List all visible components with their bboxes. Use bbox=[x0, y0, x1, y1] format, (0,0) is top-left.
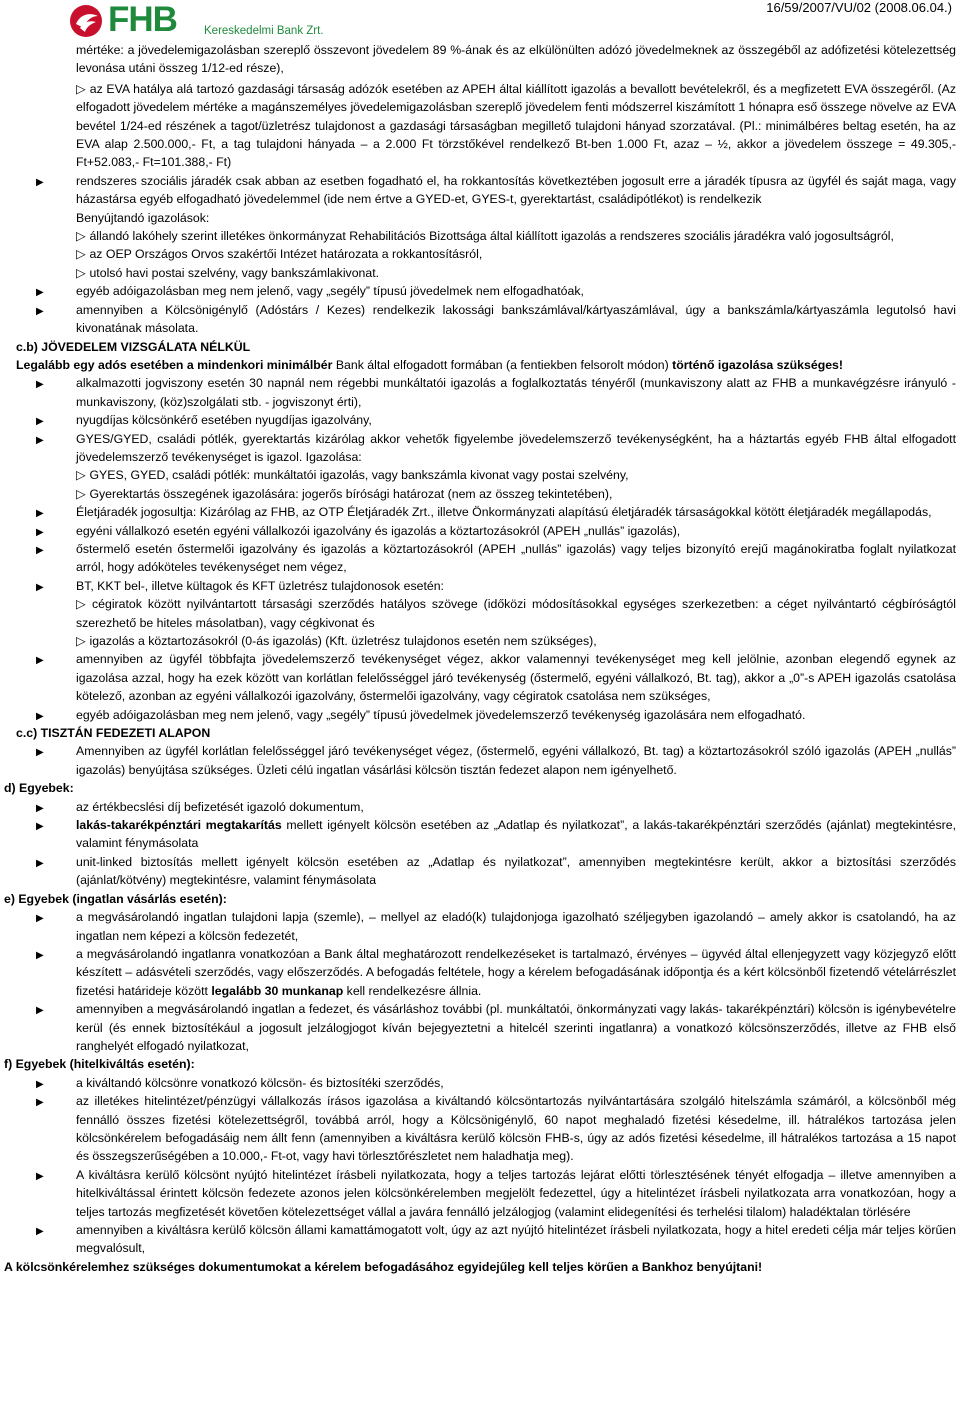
list-item: ▶ A kiváltásra kerülő kölcsönt nyújtó hitelintézet írásbeli nyilatkozata, hogy a teljes tartozás lejárat előtti törlesztésének tényét elfogadja – illetve amennyiben a hitelkiváltással érintett kölcsön fedezete azonos jelen kölcsönkérelemben megjelölt fedezettel, úgy a hitelintézet írásbeli nyilatkozata arra vonatkozóan, hogy a teljes tartozás megfizetését követően kötelezettséget vállal a javára fennálló jelzálogjog (valamint elidegenítési és terhelési tilalom) haladéktalan törlésére bbox=[36, 1167, 956, 1219]
triangle-bullet-icon: ▷ bbox=[76, 468, 86, 483]
section-heading: f) Egyebek (hitelkiváltás esetén): bbox=[4, 1057, 195, 1072]
bullet-icon: ▶ bbox=[36, 379, 44, 391]
bullet-icon: ▶ bbox=[36, 416, 44, 428]
paragraph: Benyújtandó igazolások: bbox=[76, 210, 210, 225]
list-item: ▶ amennyiben a kiváltásra kerülő kölcsön állami kamattámogatott volt, úgy az azt nyújtó hitelintézet írásbeli nyilatkozata, hogy a hitel eredeti célja már teljes körűen megvalósult, bbox=[36, 1223, 956, 1256]
bullet-icon: ▶ bbox=[36, 949, 44, 961]
bullet-icon: ▶ bbox=[36, 1078, 44, 1090]
sub-item: ▷ állandó lakóhely szerint illetékes önkormányzat Rehabilitációs Bizottsága által kiállított igazolás a rendszeres szociális járadékra való jogosultságról, bbox=[76, 229, 894, 244]
bullet-icon: ▶ bbox=[36, 710, 44, 722]
bullet-icon: ▶ bbox=[36, 857, 44, 869]
paragraph: mértéke: a jövedelemigazolásban szereplő összevont jövedelem 89 %-ának és az elkülönülten adózó jövedelmeknek az összegéből az adófizetési kötelezettség levonása utáni összeg 1/12-ed része), bbox=[76, 43, 956, 76]
bullet-icon: ▶ bbox=[36, 1005, 44, 1017]
logo-text: FHB bbox=[108, 0, 177, 39]
sub-item: ▷ az EVA hatálya alá tartozó gazdasági társaság adózók esetében az APEH által kiállított igazolás a bevallott bevételekről, és a megfizetett EVA összegéről. (Az elfogadott jövedelem mértéke a magánszemélyes jövedelemigazolásban szereplő jövedelem fenti módszerrel kiszámított 1 hónapra eső összege növelve az EVA bevétel 1/24-ed részének a tagot/üzletrész tulajdonost a gazdasági társaságban megillető tulajdoni hányad szorzatával. (Pl.: minimálbéres beltag esetén, ha az EVA alap 2.500.000,- Ft, a tag tulajdoni hányada – a 2.000 Ft törzstőkével rendelkező Bt-ben 1.000 Ft, azaz – ½, akkor a jövedelem összege = 49.305,- Ft+52.083,- Ft=101.388,- Ft) bbox=[76, 81, 956, 170]
list-item: ▶ amennyiben a megvásárolandó ingatlan a fedezet, és vásárláshoz további (pl. munkáltatói, önkormányzati vagy lakás- takarékpénztári) kölcsön is igénybevételre kerül (és ennek biztosítékául a jogosult jelzálogjogot kíván bejegyeztetni a hitelcél szerinti ingatlanra) a vonatkozó kölcsönszerződés, illetve az FHB első ranghelyét elfogadó nyilatkozat, bbox=[36, 1002, 956, 1053]
sub-item: ▷ igazolás a köztartozásokról (0-ás igazolás) (Kft. üzletrész tulajdonos esetén nem szükséges), bbox=[76, 634, 597, 648]
bullet-icon: ▶ bbox=[36, 508, 44, 520]
bullet-icon: ▶ bbox=[36, 802, 44, 814]
triangle-bullet-icon: ▷ bbox=[76, 229, 86, 244]
list-item: ▶ egyéb adóigazolásban meg nem jelenő, vagy „segély” típusú jövedelmek nem elfogadhatóak, bbox=[0, 282, 960, 300]
list-item: ▶ őstermelő esetén őstermelői igazolvány és igazolás a köztartozásokról (APEH „nullás” igazolás) vagy teljes bizonyító erejű magánokiratba foglalt nyilatkozat arról, hogy adóköteles tevékenységet nem végez, bbox=[36, 541, 956, 575]
bullet-icon: ▶ bbox=[36, 1097, 44, 1109]
list-item: ▶ egyéni vállalkozó esetén egyéni vállalkozói igazolvány és igazolás a köztartozásokról (APEH „nullás” igazolás), bbox=[0, 522, 960, 540]
logo-subtitle: Kereskedelmi Bank Zrt. bbox=[204, 25, 324, 37]
bullet-icon: ▶ bbox=[36, 176, 44, 188]
list-item: ▶ BT, KKT bel-, illetve kültagok és KFT üzletrész tulajdonosok esetén: bbox=[0, 577, 960, 595]
list-item: ▶ amennyiben a Kölcsönigénylő (Adóstárs / Kezes) rendelkezik lakossági bankszámlával/kártyaszámlával, úgy a bankszámla/kártyaszámla legutolsó havi kivonatának másolata. bbox=[36, 302, 956, 336]
sub-item: ▷ Gyerektartás összegének igazolására: jogerős bírósági határozat (nem az összeg tekintetében), bbox=[76, 486, 613, 501]
list-item: ▶ a kiváltandó kölcsönre vonatkozó kölcsön- és biztosítéki szerződés, bbox=[0, 1074, 960, 1092]
document-reference: 16/59/2007/VU/02 (2008.06.04.) bbox=[766, 0, 952, 15]
sub-item: ▷ GYES, GYED, családi pótlék: munkáltatói igazolás, vagy bankszámla kivonat vagy postai szelvény, bbox=[76, 468, 629, 483]
closing-notice: A kölcsönkérelemhez szükséges dokumentumokat a kérelem befogadásához egyidejűleg kell teljes körűen a Bankhoz benyújtani! bbox=[4, 1259, 763, 1274]
fhb-emblem-icon bbox=[68, 4, 104, 38]
triangle-bullet-icon: ▷ bbox=[76, 247, 86, 262]
list-item: ▶ a megvásárolandó ingatlan tulajdoni lapja (szemle), – mellyel az eladó(k) tulajdonjoga igazolható széljegyben igazolandó – amely akkor is csatolandó, ha az ingatlan nem képezi a kölcsön fedezetét, bbox=[36, 910, 956, 943]
section-heading: e) Egyebek (ingatlan vásárlás esetén): bbox=[4, 891, 227, 906]
triangle-bullet-icon: ▷ bbox=[76, 265, 86, 280]
triangle-bullet-icon: ▷ bbox=[76, 486, 86, 501]
sub-item: ▷ cégiratok között nyilvántartott társasági szerződés hatályos szövege (időközi módosításokkal egységes szerkezetben: a céget nyilvántartó cégbíróságtól szerezhető be hiteles másolatban), vagy cégkivonat és bbox=[76, 597, 956, 630]
bullet-icon: ▶ bbox=[36, 821, 44, 833]
list-item: ▶ amennyiben az ügyfél többfajta jövedelemszerző tevékenységet végez, akkor valamennyi tevékenységet meg kell jelölnie, azonban elegendő egynek az igazolása azzal, hogy ha ezek között van korlátlan felelősséggel járó tevékenység (őstermelő, egyéni vállalkozó, Bt. tag), akkor a „0”-s APEH igazolás csatolása kötelező, azonban az egyéni vállalkozói igazolvány, őstermelői igazolvány, vagy cégiratok csatolása nem szükséges, bbox=[36, 652, 956, 704]
section-heading: c.b) JÖVEDELEM VIZSGÁLATA NÉLKÜL bbox=[16, 339, 251, 354]
list-item: ▶ alkalmazotti jogviszony esetén 30 napnál nem régebbi munkáltatói igazolás a foglalkoztatás tényéről (munkaviszony alatt az FHB a munkavégzésre irányuló - munkaviszony, (köz)szolgálati stb. - jogviszonyt érti), bbox=[36, 376, 956, 409]
list-item: ▶ GYES/GYED, családi pótlék, gyerektartás kizárólag akkor vehetők figyelembe jövedelemszerző tevékenységként, ha a háztartás egyéb FHB által elfogadott jövedelemszerző tevékenységet is igazol. Igazolása: bbox=[36, 431, 956, 464]
section-heading: c.c) TISZTÁN FEDEZETI ALAPON bbox=[16, 726, 211, 741]
document-body bbox=[0, 41, 960, 1276]
bullet-icon: ▶ bbox=[36, 655, 44, 667]
list-item: ▶ Amennyiben az ügyfél korlátlan felelősséggel járó tevékenységet végez, (őstermelő, egyéni vállalkozó, Bt. tag) a köztartozásokról szóló igazolás (APEH „nullás” igazolás) benyújtása szükséges. Üzleti célú ingatlan vásárlási kölcsön tisztán fedezet alapon nem igényelhető. bbox=[36, 744, 956, 777]
sub-item: ▷ utolsó havi postai szelvény, vagy bankszámlakivonat. bbox=[76, 265, 380, 280]
triangle-bullet-icon: ▷ bbox=[76, 81, 86, 96]
bullet-icon: ▶ bbox=[36, 287, 44, 299]
bullet-icon: ▶ bbox=[36, 434, 44, 446]
bullet-icon: ▶ bbox=[36, 1170, 44, 1182]
section-intro: Legalább egy adós esetében a mindenkori minimálbér Bank által elfogadott formában (a fentiekben felsorolt módon) történő igazolása szükséges! bbox=[16, 357, 843, 372]
triangle-bullet-icon: ▷ bbox=[76, 597, 88, 612]
bullet-icon: ▶ bbox=[36, 544, 44, 556]
section-heading: d) Egyebek: bbox=[4, 781, 74, 796]
list-item: ▶ a megvásárolandó ingatlanra vonatkozóan a Bank által meghatározott rendelkezéseket is tartalmazó, érvényes – ügyvéd által ellenjegyzett vagy közjegyző előtt készített – adásvételi szerződés, vagy előszerződés. A befogadás feltétele, hogy a kérelem befogadásának időpontja és a kért kölcsönből fizetendő vételárrészlet fizetési határideje között legalább 30 munkanap kell rendelkezésre állnia. bbox=[36, 946, 956, 998]
list-item: ▶ rendszeres szociális járadék csak abban az esetben fogadható el, ha rokkantosítás következtében jogosult erre a járadék típusra az ügyfél és saját maga, vagy házastársa egyéb elfogadható jövedelemmel (ide nem értve a GYED-et, GYES-t, gyerektartást, családipótlékot) is rendelkezik bbox=[36, 173, 956, 207]
sub-item: ▷ az OEP Országos Orvos szakértői Intézet határozata a rokkantosításról, bbox=[76, 247, 483, 262]
list-item: ▶ az értékbecslési díj befizetését igazoló dokumentum, bbox=[0, 798, 960, 816]
bullet-icon: ▶ bbox=[36, 1226, 44, 1237]
list-item: ▶ unit-linked biztosítás mellett igényelt kölcsön esetében az „Adatlap és nyilatkozat”, amennyiben megtekintésre került, akkor a biztosítási szerződés (ajánlat/kötvény) megtekintésre, valamint fénymásolata bbox=[36, 854, 956, 888]
list-item: ▶ az illetékes hitelintézet/pénzügyi vállalkozás írásos igazolása a kiváltandó kölcsöntartozás nyilvántartására szolgáló hitelszámla számáról, a kölcsönből még fennálló összes fizetési kötelezettségről, továbbá arról, hogy a Kölcsönigénylő, 60 napot meghaladó fizetési késedelme, ill. hátralékos tartozása jelen kölcsönkérelem befogadásáig nem állt fenn (amennyiben a kiváltásra kerülő kölcsön FHB-s, úgy az adós fizetési késedelme, ill hátralékos tartozása a 15 napot és összegszerűségében a 10.000,- Ft-ot, vagy havi törlesztőrészletet nem haladhatja meg). bbox=[36, 1094, 956, 1164]
bullet-icon: ▶ bbox=[36, 913, 44, 925]
bullet-icon: ▶ bbox=[36, 581, 44, 593]
bullet-icon: ▶ bbox=[36, 305, 44, 317]
list-item: ▶ lakás-takarékpénztári megtakarítás mellett igényelt kölcsön esetében az „Adatlap és nyilatkozat”, a lakás-takarékpénztári szerződés (ajánlat) megtekintésre, valamint fénymásolata bbox=[36, 818, 956, 851]
triangle-bullet-icon: ▷ bbox=[76, 634, 86, 648]
list-item: ▶ egyéb adóigazolásban meg nem jelenő, vagy „segély” típusú jövedelmek jövedelemszerző tevékenység igazolására nem elfogadható. bbox=[0, 706, 960, 724]
list-item: ▶ nyugdíjas kölcsönkérő esetében nyugdíjas igazolvány, bbox=[0, 411, 960, 429]
bullet-icon: ▶ bbox=[36, 747, 44, 759]
list-item: ▶ Életjáradék jogosultja: Kizárólag az FHB, az OTP Életjáradék Zrt., illetve Önkormányzati alapítású életjáradék társaságokkal kötött életjáradék megállapodás, bbox=[0, 503, 960, 521]
bullet-icon: ▶ bbox=[36, 526, 44, 538]
